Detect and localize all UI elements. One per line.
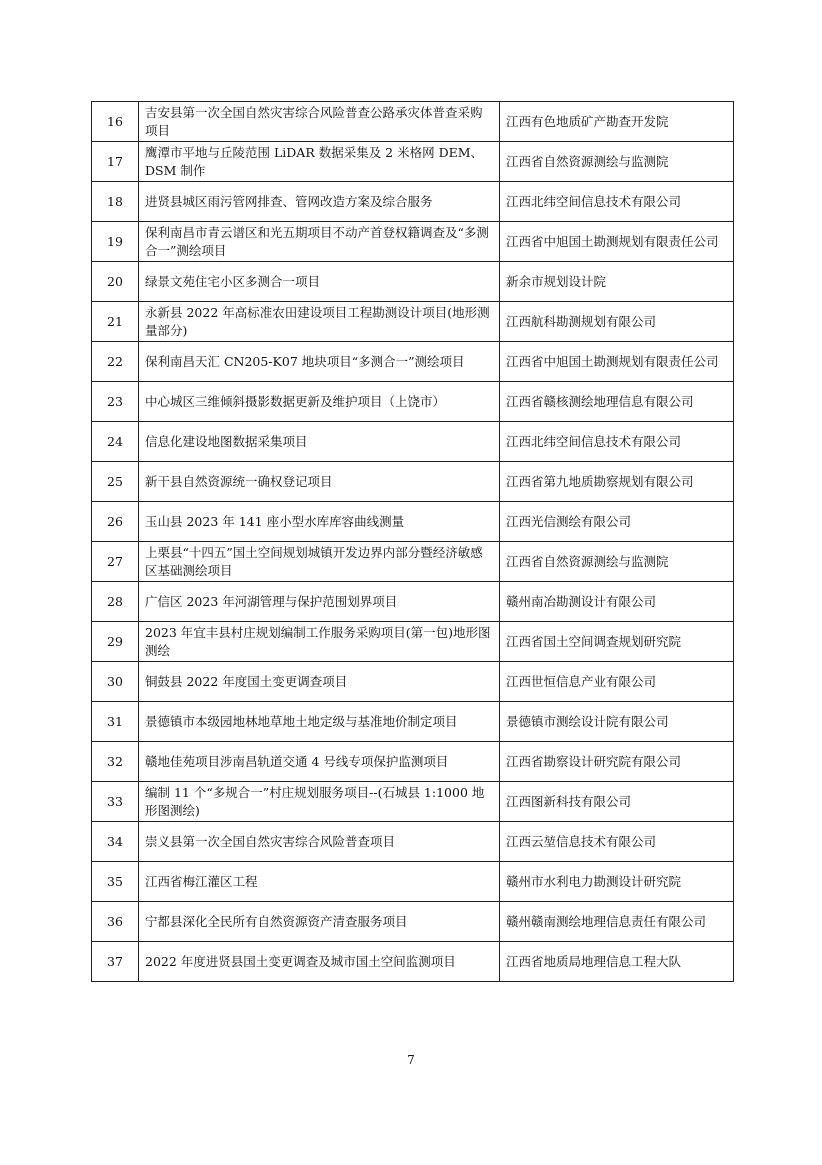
row-number-cell: 25 [92, 462, 139, 502]
table-row [92, 942, 734, 982]
unit-name-cell: 江西省中旭国土勘测规划有限责任公司 [500, 222, 734, 262]
row-number-cell: 34 [92, 822, 139, 862]
project-table-body [92, 102, 734, 982]
project-name-cell: 保利南昌天汇 CN205-K07 地块项目“多测合一”测绘项目 [139, 342, 500, 382]
unit-name-cell: 江西有色地质矿产勘查开发院 [500, 102, 734, 142]
row-number-cell: 35 [92, 862, 139, 902]
table-row [92, 862, 734, 902]
row-number-cell: 22 [92, 342, 139, 382]
project-name-cell: 进贤县城区雨污管网排查、管网改造方案及综合服务 [139, 182, 500, 222]
project-name-cell: 铜鼓县 2022 年度国土变更调查项目 [139, 662, 500, 702]
table-row [92, 702, 734, 742]
unit-name-cell: 江西省自然资源测绘与监测院 [500, 142, 734, 182]
project-name-cell: 中心城区三维倾斜摄影数据更新及维护项目（上饶市） [139, 382, 500, 422]
table-row [92, 302, 734, 342]
table-row [92, 782, 734, 822]
row-number-cell: 33 [92, 782, 139, 822]
table-row [92, 382, 734, 422]
project-name-cell: 2023 年宜丰县村庄规划编制工作服务采购项目(第一包)地形图测绘 [139, 622, 500, 662]
unit-name-cell: 江西光信测绘有限公司 [500, 502, 734, 542]
row-number-cell: 23 [92, 382, 139, 422]
row-number-cell: 36 [92, 902, 139, 942]
table-row [92, 182, 734, 222]
unit-name-cell: 江西云堃信息技术有限公司 [500, 822, 734, 862]
project-name-cell: 绿景文苑住宅小区多测合一项目 [139, 262, 500, 302]
project-name-cell: 广信区 2023 年河湖管理与保护范围划界项目 [139, 582, 500, 622]
unit-name-cell: 江西北纬空间信息技术有限公司 [500, 422, 734, 462]
unit-name-cell: 赣州南冶勘测设计有限公司 [500, 582, 734, 622]
table-row [92, 102, 734, 142]
project-name-cell: 2022 年度进贤县国土变更调查及城市国土空间监测项目 [139, 942, 500, 982]
unit-name-cell: 景德镇市测绘设计院有限公司 [500, 702, 734, 742]
row-number-cell: 19 [92, 222, 139, 262]
project-table [91, 101, 734, 982]
table-row [92, 822, 734, 862]
table-row [92, 502, 734, 542]
row-number-cell: 32 [92, 742, 139, 782]
row-number-cell: 17 [92, 142, 139, 182]
unit-name-cell: 江西世恒信息产业有限公司 [500, 662, 734, 702]
unit-name-cell: 江西省赣核测绘地理信息有限公司 [500, 382, 734, 422]
project-name-cell: 新干县自然资源统一确权登记项目 [139, 462, 500, 502]
table-row [92, 662, 734, 702]
row-number-cell: 20 [92, 262, 139, 302]
project-name-cell: 保利南昌市青云谱区和光五期项目不动产首登权籍调查及“多测合一”测绘项目 [139, 222, 500, 262]
unit-name-cell: 江西航科勘测规划有限公司 [500, 302, 734, 342]
project-name-cell: 赣地佳苑项目涉南昌轨道交通 4 号线专项保护监测项目 [139, 742, 500, 782]
row-number-cell: 24 [92, 422, 139, 462]
table-row [92, 342, 734, 382]
project-name-cell: 江西省梅江灌区工程 [139, 862, 500, 902]
project-name-cell: 吉安县第一次全国自然灾害综合风险普查公路承灾体普查采购项目 [139, 102, 500, 142]
unit-name-cell: 新余市规划设计院 [500, 262, 734, 302]
table-row [92, 622, 734, 662]
project-name-cell: 崇义县第一次全国自然灾害综合风险普查项目 [139, 822, 500, 862]
row-number-cell: 31 [92, 702, 139, 742]
project-name-cell: 玉山县 2023 年 141 座小型水库库容曲线测量 [139, 502, 500, 542]
row-number-cell: 27 [92, 542, 139, 582]
table-row [92, 262, 734, 302]
unit-name-cell: 江西省地质局地理信息工程大队 [500, 942, 734, 982]
row-number-cell: 29 [92, 622, 139, 662]
row-number-cell: 30 [92, 662, 139, 702]
unit-name-cell: 赣州赣南测绘地理信息责任有限公司 [500, 902, 734, 942]
table-row [92, 462, 734, 502]
unit-name-cell: 江西省国土空间调查规划研究院 [500, 622, 734, 662]
unit-name-cell: 江西省自然资源测绘与监测院 [500, 542, 734, 582]
unit-name-cell: 赣州市水利电力勘测设计研究院 [500, 862, 734, 902]
table-row [92, 742, 734, 782]
row-number-cell: 26 [92, 502, 139, 542]
table-row [92, 142, 734, 182]
page-number: 7 [407, 1053, 415, 1067]
row-number-cell: 21 [92, 302, 139, 342]
table-row [92, 422, 734, 462]
project-name-cell: 永新县 2022 年高标准农田建设项目工程勘测设计项目(地形测量部分) [139, 302, 500, 342]
unit-name-cell: 江西省中旭国土勘测规划有限责任公司 [500, 342, 734, 382]
project-name-cell: 景德镇市本级园地林地草地土地定级与基准地价制定项目 [139, 702, 500, 742]
project-name-cell: 鹰潭市平地与丘陵范围 LiDAR 数据采集及 2 米格网 DEM、DSM 制作 [139, 142, 500, 182]
unit-name-cell: 江西省勘察设计研究院有限公司 [500, 742, 734, 782]
table-row [92, 542, 734, 582]
project-name-cell: 宁都县深化全民所有自然资源资产清查服务项目 [139, 902, 500, 942]
unit-name-cell: 江西图新科技有限公司 [500, 782, 734, 822]
unit-name-cell: 江西省第九地质勘察规划有限公司 [500, 462, 734, 502]
row-number-cell: 18 [92, 182, 139, 222]
row-number-cell: 37 [92, 942, 139, 982]
project-name-cell: 编制 11 个“多规合一”村庄规划服务项目--(石城县 1:1000 地形图测绘) [139, 782, 500, 822]
project-name-cell: 上栗县“十四五”国土空间规划城镇开发边界内部分暨经济敏感区基础测绘项目 [139, 542, 500, 582]
table-row [92, 222, 734, 262]
row-number-cell: 16 [92, 102, 139, 142]
unit-name-cell: 江西北纬空间信息技术有限公司 [500, 182, 734, 222]
table-row [92, 582, 734, 622]
table-row [92, 902, 734, 942]
project-name-cell: 信息化建设地图数据采集项目 [139, 422, 500, 462]
row-number-cell: 28 [92, 582, 139, 622]
